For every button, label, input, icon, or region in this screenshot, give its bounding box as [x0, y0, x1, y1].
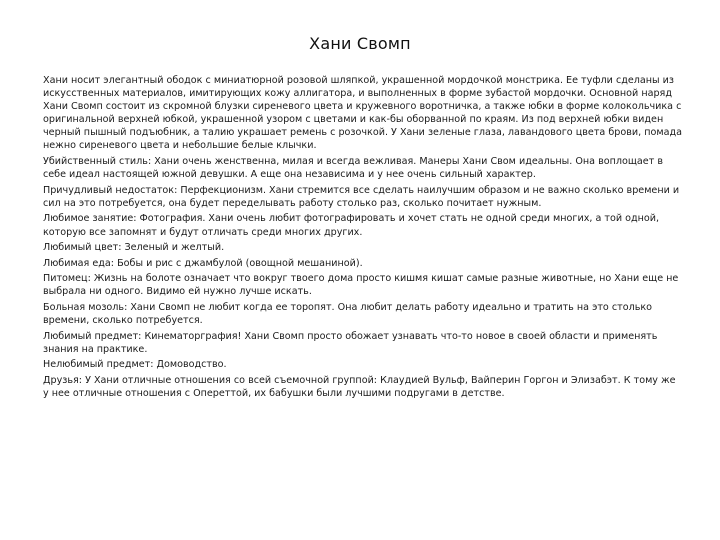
- paragraph-style: Убийственный стиль: Хани очень женственна, милая и всегда вежливая. Манеры Хани Свом идеальны. Она воплощает в себе идеал настоящей южной девушки. А еще она независима и у нее очень сильный характер.: [43, 156, 664, 181]
- paragraph-flaw: Причудливый недостаток: Перфекционизм. Хани стремится все сделать наилучшим образом и не важно сколько времени и сил на это потребуется, она будет переделывать работу столько раз, сколько почитает нужным.: [43, 184, 680, 209]
- page-title: Хани Свомп: [309, 34, 411, 53]
- paragraph-favorite-subject: Любимый предмет: Кинематорграфия! Хани Свомп просто обожает узнавать что-то новое в своей области и применять знания на практике.: [43, 330, 658, 355]
- paragraph-favorite-food: Любимая еда: Бобы и рис с джамбулой (овощной мешаниной).: [43, 257, 363, 269]
- paragraph-hobby: Любимое занятие: Фотография. Хани очень любит фотографировать и хочет стать не одной среди многих, а той одной, которую все запомнят и будут отличать среди многих других.: [43, 213, 660, 238]
- paragraph-pet-peeve: Больная мозоль: Хани Свомп не любит когда ее торопят. Она любит делать работу идеально и тратить на это столько времени, сколько потребуется.: [43, 302, 653, 327]
- paragraph-appearance: Хани носит элегантный ободок с миниатюрной розовой шляпкой, украшенной мордочкой монстрика. Ее туфли сделаны из искусственных материалов, имитирующих кожу аллигатора, и выполненных в форме зубастой мордочки. Основной наряд Хани Свомп состоит из скромной блузки сиреневого цвета и кружевного воротничка, а также юбки в форме колокольчика с оригинальной верхней юбкой, украшенной узором с цветами и как-бы оборванной по краям. Из под верхней юбки виден черный пышный подъюбник, а талию украшает ремень с розочкой. У Хани зеленые глаза, лавандового цвета брови, помада нежно сиреневого цвета и небольшие белые клычки.: [43, 75, 682, 152]
- text-body: [43, 74, 683, 403]
- paragraph-favorite-color: Любимый цвет: Зеленый и желтый.: [43, 242, 225, 254]
- paragraph-pet: Питомец: Жизнь на болоте означает что вокруг твоего дома просто кишмя кишат самые разные животные, но Хани еще не выбрала ни одного. Видимо ей нужно лучше искать.: [43, 273, 679, 298]
- paragraph-friends: Друзья: У Хани отличные отношения со всей съемочной группой: Клаудией Вульф, Вайперин Горгон и Элизабэт. К тому же у нее отличные отношения с Опереттой, их бабушки были лучшими подругами в детстве.: [43, 374, 676, 400]
- paragraph-least-favorite-subject: Нелюбимый предмет: Домоводство.: [43, 359, 227, 371]
